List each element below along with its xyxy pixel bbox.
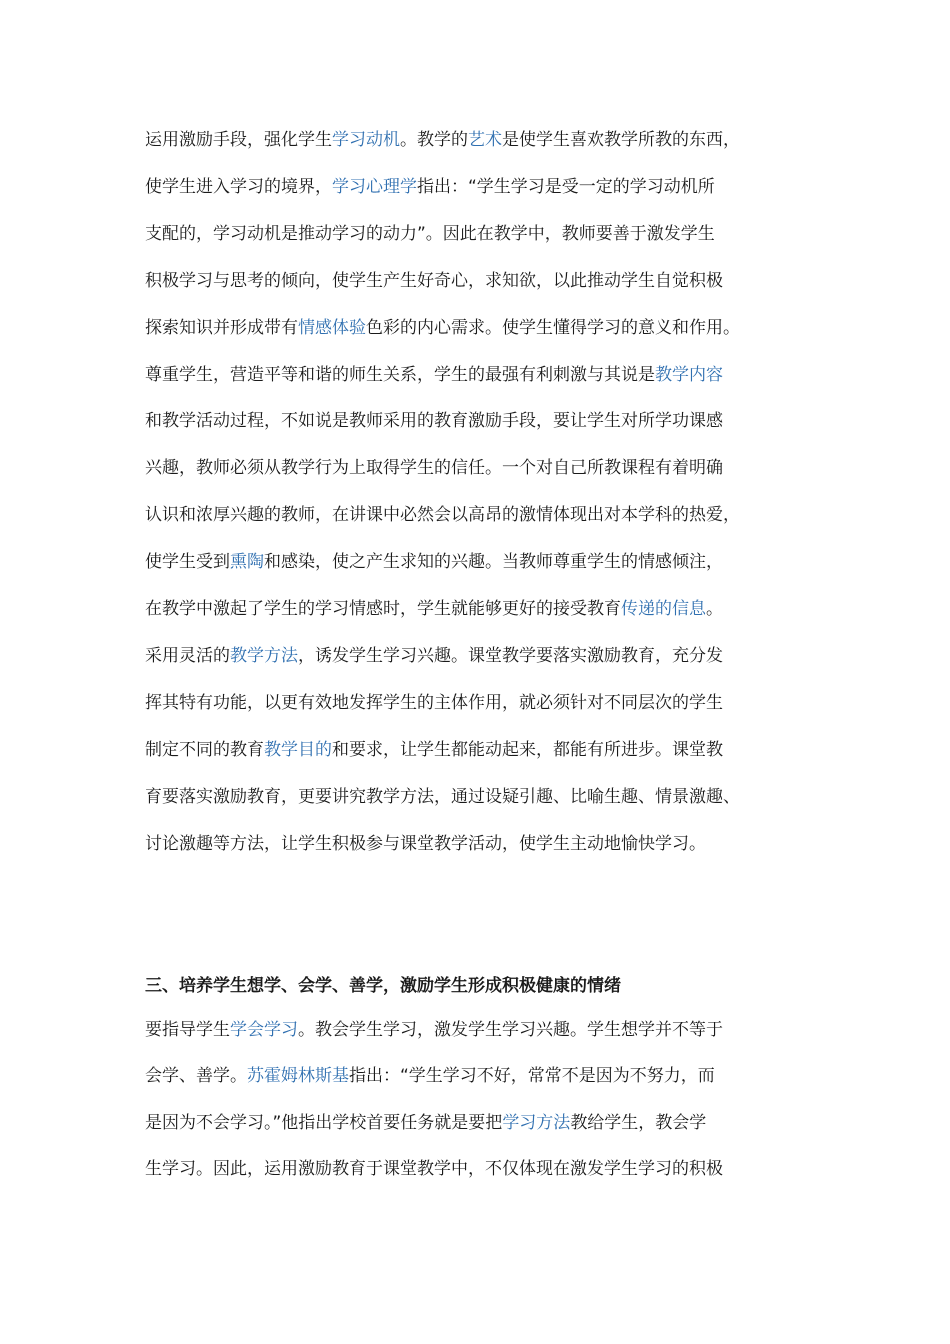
- text-line: [145, 550, 825, 574]
- body-text: 和感染，使之产生求知的兴趣。当教师尊重学生的情感倾注，: [264, 552, 723, 573]
- body-text: 挥其特有功能，以更有效地发挥学生的主体作用，就必须针对不同层次的学生: [145, 692, 723, 713]
- hyperlink[interactable]: 熏陶: [230, 552, 264, 573]
- text-line: [145, 1111, 825, 1135]
- body-text: 探索知识并形成带有: [145, 317, 298, 338]
- hyperlink[interactable]: 学习动机: [332, 130, 400, 150]
- body-text: 要指导学生: [145, 1020, 230, 1040]
- text-line: [145, 409, 825, 433]
- body-text: 育要落实激励教育，更要讲究教学方法，通过设疑引趣、比喻生趣、情景激趣、: [145, 786, 740, 807]
- body-text: 是因为不会学习。”他指出学校首要任务就是要把: [145, 1112, 503, 1133]
- body-text: 。: [706, 599, 723, 619]
- body-text: 讨论激趣等方法，让学生积极参与课堂教学活动，使学生主动地愉快学习。: [145, 833, 706, 854]
- body-text: 是使学生喜欢教学所教的东西，: [502, 130, 740, 150]
- body-text: 运用激励手段，强化学生: [145, 130, 332, 150]
- body-text: 在教学中激起了学生的学习情感时，学生就能够更好的接受教育: [145, 599, 621, 619]
- text-line: [145, 785, 825, 809]
- body-text: 认识和浓厚兴趣的教师，在讲课中必然会以高昂的激情体现出对本学科的热爱，: [145, 505, 740, 526]
- hyperlink[interactable]: 艺术: [468, 130, 502, 150]
- hyperlink[interactable]: 学习方法: [502, 1112, 571, 1133]
- text-line: [145, 1064, 825, 1088]
- body-text: 指出：“学生学习不好，常常不是因为不努力，而: [349, 1066, 715, 1087]
- text-line: [145, 175, 825, 199]
- body-text: 色彩的内心需求。使学生懂得学习的意义和作用。: [366, 317, 740, 338]
- section-heading: 三、培养学生想学、会学、善学，激励学生形成积极健康的情绪: [145, 976, 621, 996]
- text-line: [145, 269, 825, 293]
- body-text: 指出：“学生学习是受一定的学习动机所: [417, 176, 715, 197]
- text-line: [145, 363, 825, 387]
- hyperlink[interactable]: 学习心理学: [332, 176, 417, 197]
- hyperlink[interactable]: 苏霍姆林斯基: [247, 1066, 349, 1087]
- hyperlink[interactable]: 传递的信息: [621, 599, 706, 619]
- text-line: [145, 1157, 825, 1181]
- body-text: 制定不同的教育: [145, 739, 264, 760]
- body-text: 。教学的: [400, 130, 468, 150]
- text-line: [145, 644, 825, 668]
- text-line: [145, 222, 825, 246]
- body-text: 。教会学生学习，激发学生学习兴趣。学生想学并不等于: [298, 1020, 723, 1040]
- text-line: [145, 597, 825, 621]
- body-text: 和要求，让学生都能动起来，都能有所进步。课堂教: [332, 739, 723, 760]
- body-text: 采用灵活的: [145, 645, 230, 666]
- body-text: 使学生进入学习的境界，: [145, 176, 332, 197]
- body-text: 支配的，学习动机是推动学习的动力”。因此在教学中，教师要善于激发学生: [145, 223, 715, 244]
- body-text: 尊重学生，营造平等和谐的师生关系，学生的最强有利刺激与其说是: [145, 364, 655, 385]
- body-text: ，诱发学生学习兴趣。课堂教学要落实激励教育，充分发: [298, 645, 723, 666]
- body-text: 和教学活动过程，不如说是教师采用的教育激励手段，要让学生对所学功课感: [145, 411, 723, 432]
- text-line: [145, 456, 825, 480]
- text-line: [145, 832, 825, 856]
- hyperlink[interactable]: 学会学习: [230, 1020, 298, 1040]
- text-line: [145, 316, 825, 340]
- hyperlink[interactable]: 教学目的: [264, 739, 332, 760]
- text-line: [145, 1018, 825, 1042]
- body-text: 教给学生，教会学: [570, 1112, 707, 1133]
- body-text: 会学、善学。: [145, 1066, 247, 1087]
- body-text: 兴趣，教师必须从教学行为上取得学生的信任。一个对自己所教课程有着明确: [145, 458, 723, 479]
- body-text: 生学习。因此，运用激励教育于课堂教学中，不仅体现在激发学生学习的积极: [145, 1158, 723, 1179]
- hyperlink[interactable]: 教学方法: [230, 645, 298, 666]
- hyperlink[interactable]: 教学内容: [655, 364, 723, 385]
- body-text: 积极学习与思考的倾向，使学生产生好奇心，求知欲，以此推动学生自觉积极: [145, 270, 723, 291]
- hyperlink[interactable]: 情感体验: [298, 317, 366, 338]
- body-text: 使学生受到: [145, 552, 230, 573]
- text-line: [145, 128, 825, 152]
- text-line: [145, 691, 825, 715]
- text-line: [145, 738, 825, 762]
- text-line: [145, 503, 825, 527]
